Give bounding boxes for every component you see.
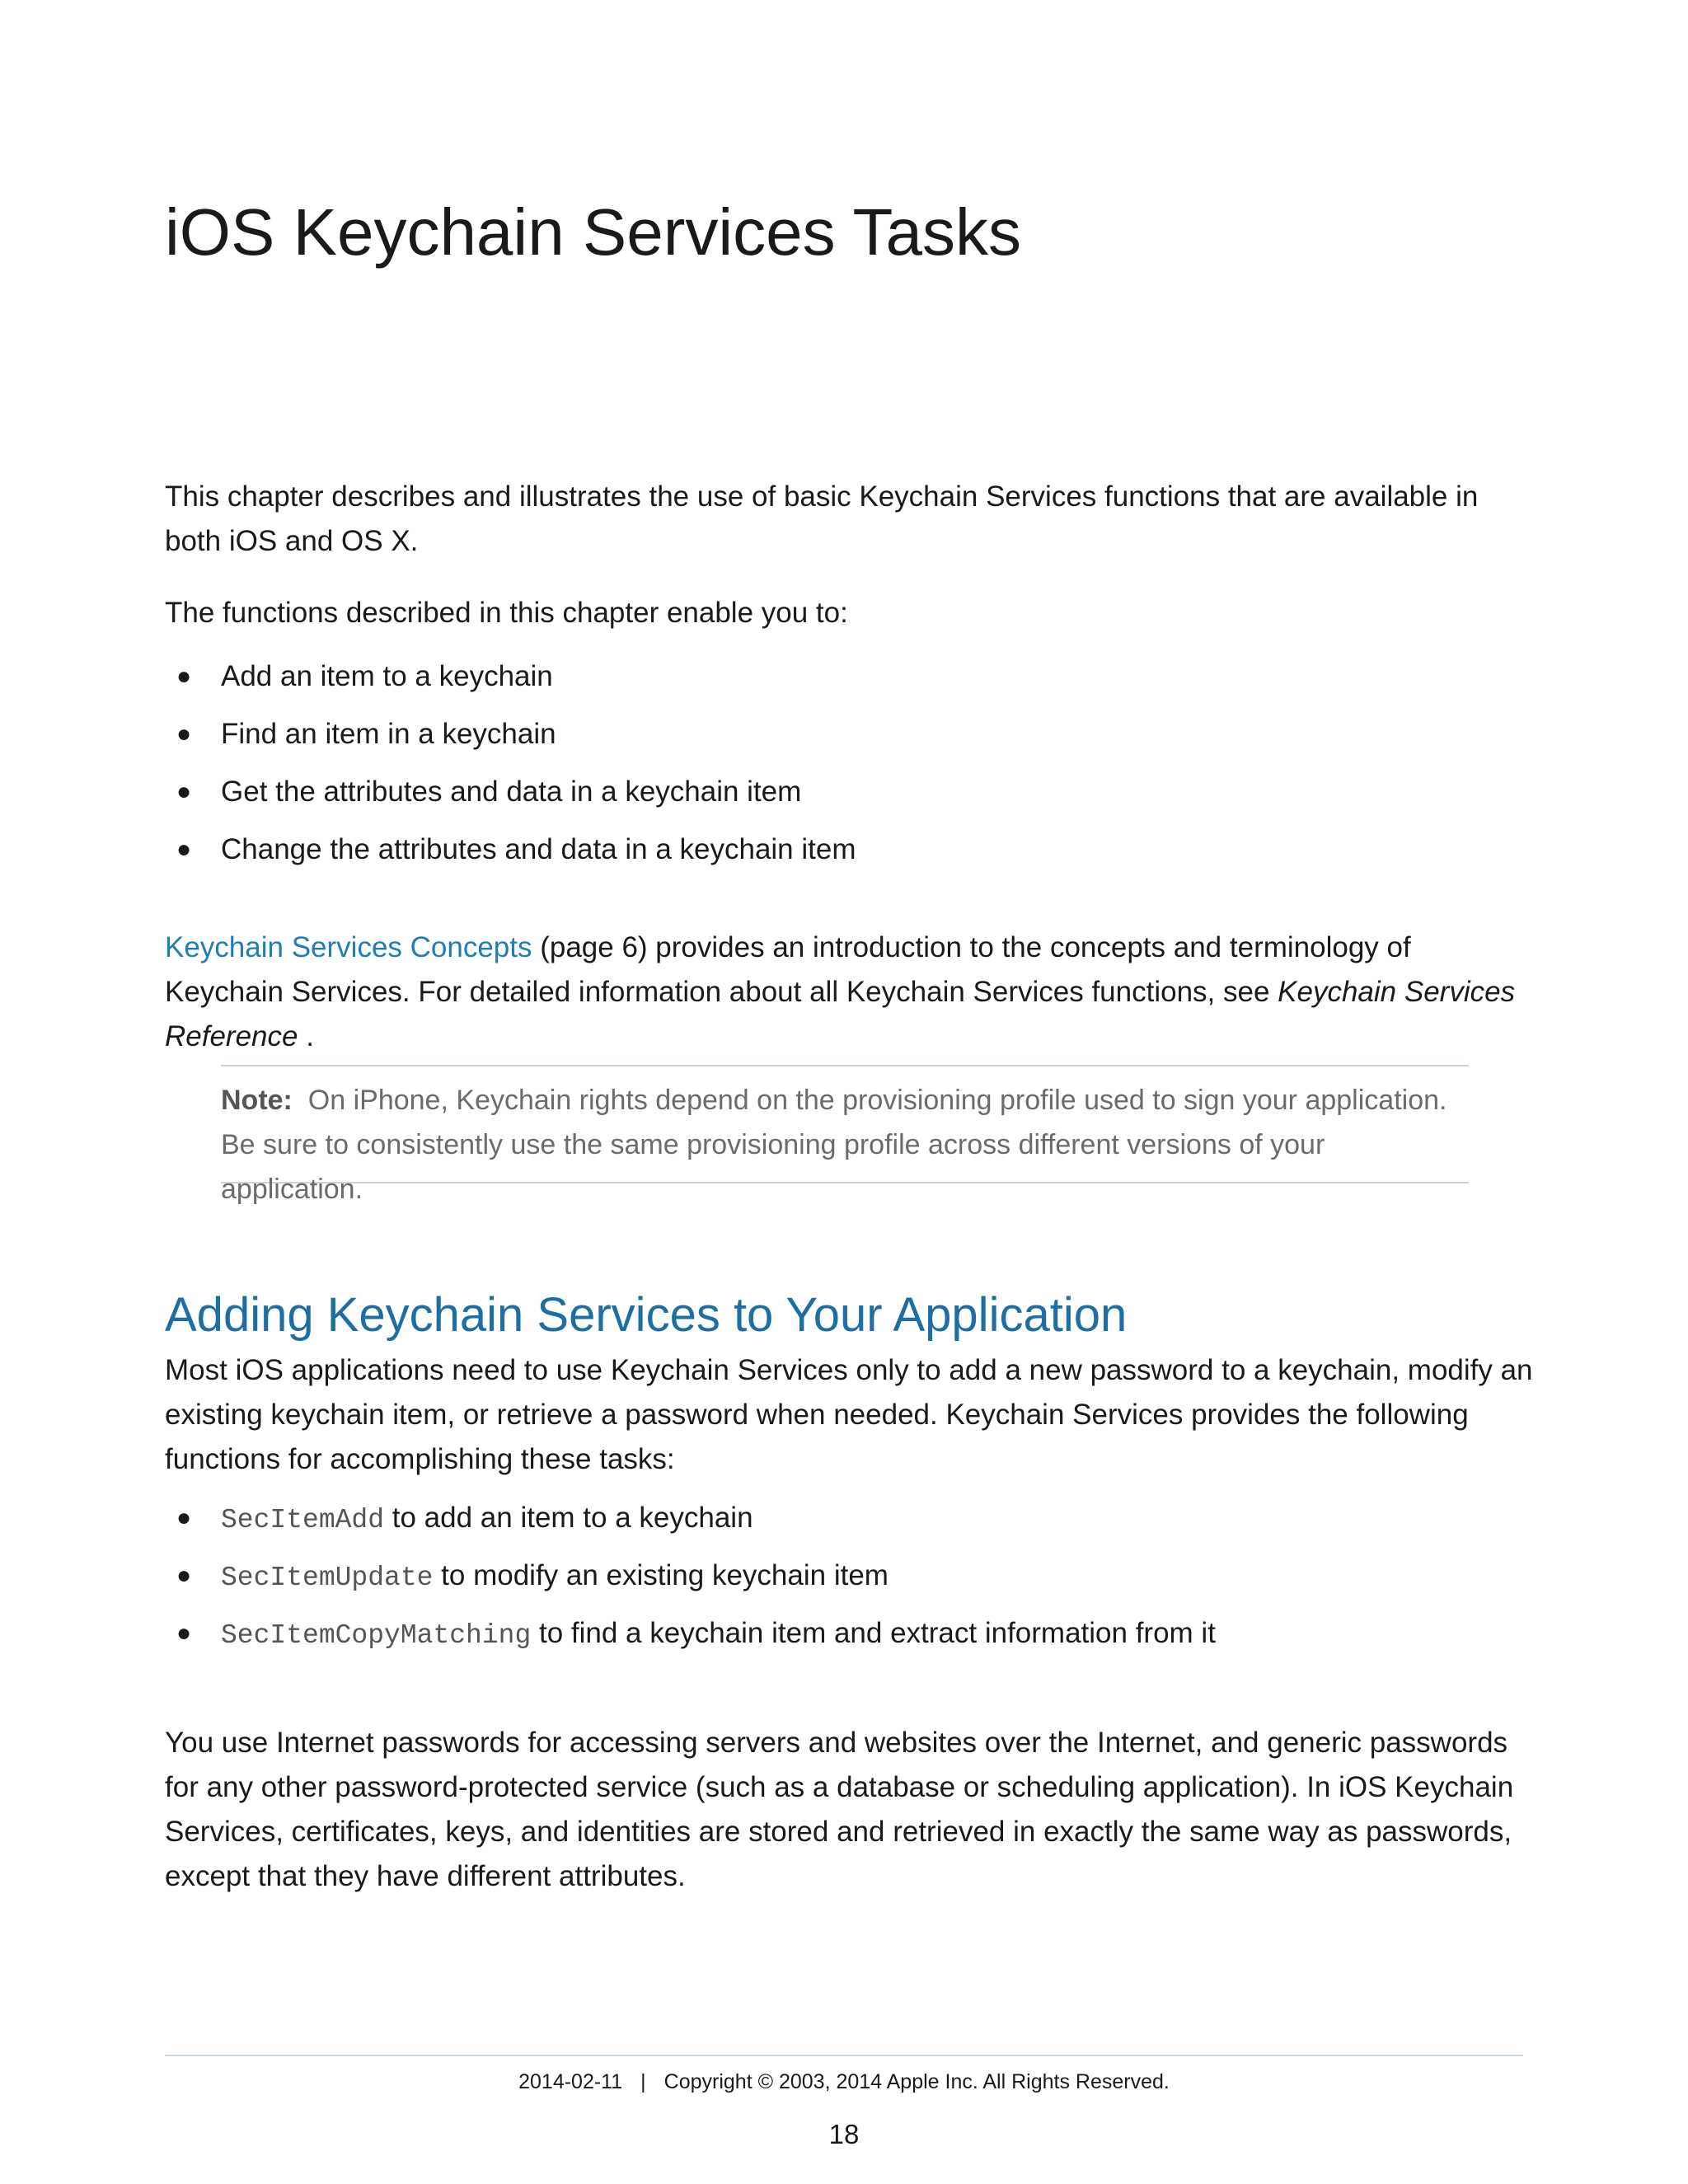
note-body: On iPhone, Keychain rights depend on the provisioning profile used to sign your application. Be sure to consistently use the same provisioning profile across different versions of your application.: [221, 1085, 1447, 1205]
function-name: SecItemUpdate: [221, 1563, 434, 1593]
reference-end: .: [298, 1020, 314, 1052]
keychain-services-reference-title: Keychain Services Reference: [165, 976, 1516, 1052]
footer-date: 2014-02-11: [518, 2070, 623, 2093]
section-heading: Adding Keychain Services to Your Application: [165, 1288, 1128, 1342]
reference-text: (page 6) provides an introduction to the concepts and terminology of Keychain Services. For detailed information about all Keychain Services functions, see: [165, 931, 1411, 1008]
keychain-services-concepts-link[interactable]: Keychain Services Concepts: [165, 931, 532, 963]
list-item-text: Add an item to a keychain: [221, 660, 553, 692]
list-item-text: Find an item in a keychain: [221, 718, 556, 750]
list-item: [165, 1605, 1533, 1662]
list-item: [165, 648, 1533, 705]
list-item: [165, 1547, 1533, 1605]
chapter-title: iOS Keychain Services Tasks: [165, 195, 1021, 269]
bullet-icon: ●: [176, 1504, 192, 1531]
list-item: [165, 821, 1533, 879]
bullet-icon: ●: [176, 1619, 192, 1647]
list-item: [165, 705, 1533, 763]
note-box: [221, 1065, 1469, 1205]
function-description: to add an item to a keychain: [384, 1502, 753, 1534]
function-name: SecItemCopyMatching: [221, 1620, 532, 1651]
note-label: Note:: [221, 1085, 293, 1116]
bullet-icon: ●: [176, 1562, 192, 1589]
function-description: to modify an existing keychain item: [433, 1559, 889, 1591]
list-item: [165, 763, 1533, 821]
task-list: [165, 648, 1533, 879]
bullet-icon: ●: [176, 663, 192, 690]
footer-divider: [165, 2055, 1523, 2056]
list-item: [165, 1489, 1533, 1547]
section-paragraph-2: You use Internet passwords for accessing servers and websites over the Internet, and generic passwords for any other password-protected service (such as a database or scheduling application). In iOS Keychain Services, certificates, keys, and identities are stored and retrieved in exactly the same way as passwords, except that they have different attributes.: [165, 1727, 1514, 1892]
footer-separator: |: [640, 2070, 646, 2093]
intro-paragraph-1: This chapter describes and illustrates the use of basic Keychain Services functions that are available in both iOS and OS X.: [165, 480, 1479, 557]
section-paragraph-1: Most iOS applications need to use Keychain Services only to add a new password to a keychain, modify an existing keychain item, or retrieve a password when needed. Keychain Services provides the following functions for accomplishing these tasks:: [165, 1354, 1533, 1475]
function-description: to find a keychain item and extract information from it: [531, 1617, 1216, 1649]
bullet-icon: ●: [176, 836, 192, 863]
note-text-block: [221, 1078, 1469, 1212]
list-item-text: Change the attributes and data in a keychain item: [221, 833, 856, 865]
function-name: SecItemAdd: [221, 1505, 385, 1535]
bullet-icon: ●: [176, 778, 192, 805]
bullet-icon: ●: [176, 720, 192, 748]
page-number: 18: [828, 2119, 860, 2149]
footer: [0, 2067, 1688, 2097]
footer-copyright: Copyright © 2003, 2014 Apple Inc. All Rights Reserved.: [663, 2070, 1170, 2093]
list-item-text: Get the attributes and data in a keychain item: [221, 776, 802, 808]
intro-paragraph-2: The functions described in this chapter enable you to:: [165, 597, 848, 629]
reference-paragraph: [165, 926, 1533, 1059]
function-list: [165, 1489, 1533, 1662]
